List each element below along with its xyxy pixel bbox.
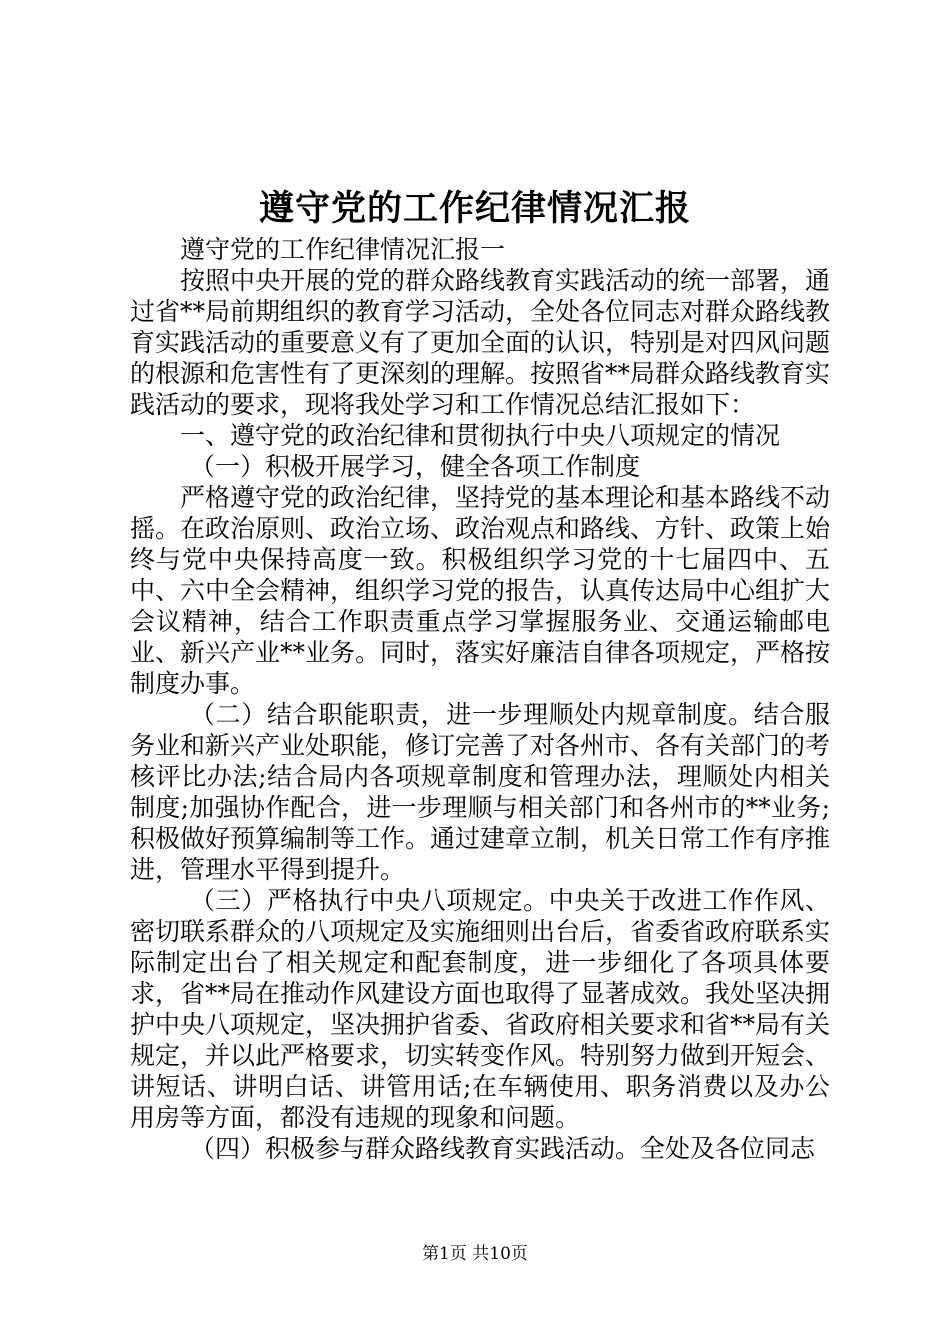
paragraph-mass-line: （四）积极参与群众路线教育实践活动。全处及各位同志: [190, 1134, 816, 1163]
subsection-heading-1: （一）积极开展学习，健全各项工作制度: [190, 452, 641, 481]
document-body: [130, 234, 830, 1164]
document-title: 遵守党的工作纪律情况汇报: [258, 188, 691, 229]
page-footer: 第1页 共10页: [422, 1244, 528, 1264]
paragraph-political-discipline: 严格遵守党的政治纪律，坚持党的基本理论和基本路线不动摇。在政治原则、政治立场、政治观点和路线、方针、政策上始终与党中央保持高度一致。积极组织学习党的十七届四中、五中、六中全会精神，组织学习党的报告，认真传达局中心组扩大会议精神，结合工作职责重点学习掌握服务业、交通运输邮电业、新兴产业**业务。同时，落实好廉洁自律各项规定，严格按制度办事。: [130, 483, 831, 698]
paragraph-regulations: （二）结合职能职责，进一步理顺处内规章制度。结合服务业和新兴产业处职能，修订完善了对各州市、各有关部门的考核评比办法;结合局内各项规章制度和管理办法，理顺处内相关制度;加强协作配合，进一步理顺与相关部门和各州市的**业务;积极做好预算编制等工作。通过建章立制，机关日常工作有序推进，管理水平得到提升。: [130, 700, 831, 884]
paragraph-subtitle: 遵守党的工作纪律情况汇报一: [180, 235, 506, 264]
section-heading-1: 一、遵守党的政治纪律和贯彻执行中央八项规定的情况: [180, 421, 781, 450]
paragraph-intro: 按照中央开展的党的群众路线教育实践活动的统一部署，通过省**局前期组织的教育学习活动，全处各位同志对群众路线教育实践活动的重要意义有了更加全面的认识，特别是对四风问题的根源和危害性有了更深刻的理解。按照省**局群众路线教育实践活动的要求，现将我处学习和工作情况总结汇报如下：: [130, 266, 831, 419]
paragraph-eight-rules: （三）严格执行中央八项规定。中央关于改进工作作风、密切联系群众的八项规定及实施细则出台后，省委省政府联系实际制定出台了相关规定和配套制度，进一步细化了各项具体要求，省**局在推动作风建设方面也取得了显著成效。我处坚决拥护中央八项规定，坚决拥护省委、省政府相关要求和省**局有关规定，并以此严格要求，切实转变作风。特别努力做到开短会、讲短话、讲明白话、讲管用话;在车辆使用、职务消费以及办公用房等方面，都没有违规的现象和问题。: [130, 886, 831, 1132]
